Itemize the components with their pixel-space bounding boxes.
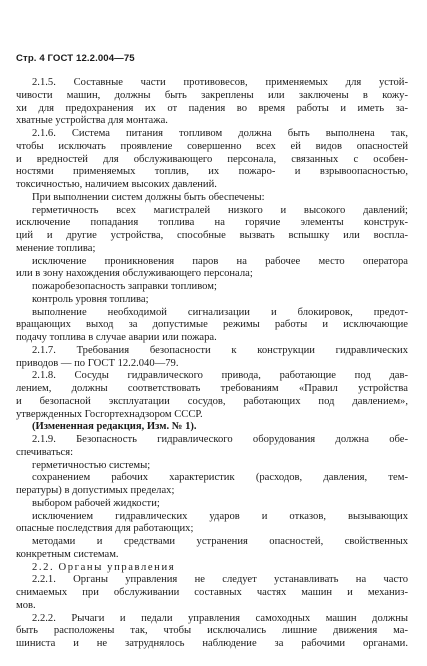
text-line: выполнение необходимой сигнализации и блокировок, предот- xyxy=(32,306,408,318)
text-line: утвержденных Госгортехнадзором СССР. xyxy=(16,408,203,420)
text-line: менение топлива; xyxy=(16,242,96,254)
text-line: и вредностей для обслуживающего персонала, связанных с особен- xyxy=(16,153,408,165)
text-line: При выполнении систем должны быть обеспечены: xyxy=(32,191,265,203)
text-line: шиниста и не затруднялось наблюдение за рабочими органами. xyxy=(16,638,408,649)
text-line: 2.1.8. Сосуды гидравлического привода, работающие под дав- xyxy=(32,370,408,382)
text-line: пературы) в допустимых пределах; xyxy=(16,485,175,496)
text-line: быть расположены так, чтобы исключались лишние движения ма- xyxy=(16,625,408,637)
text-line: исключение проникновения паров на рабочее место оператора xyxy=(32,255,408,267)
text-line: токсичностью, наличием высоких давлений. xyxy=(16,179,217,190)
text-line: 2.2. Органы управления xyxy=(32,561,176,573)
text-line: (Измененная редакция, Изм. № 1). xyxy=(32,421,197,433)
text-line: ностями применяемых топлив, их пожаро- и взрывоопасностью, xyxy=(16,166,408,178)
text-line: 2.2.2. Рычаги и педали управления самоходных машин должны xyxy=(32,612,408,624)
text-line: или в зону нахождения обслуживающего персонала; xyxy=(16,268,253,280)
document-body xyxy=(16,77,408,651)
text-line: герметичность всех магистралей низкого и высокого давлений; xyxy=(32,204,408,216)
text-line: 2.2.1. Органы управления не следует устанавливать на часто xyxy=(32,574,408,586)
text-line: опасные последствия для работающих; xyxy=(16,523,194,535)
text-line: сохранением рабочих характеристик (расходов, давления, тем- xyxy=(32,472,408,484)
text-line: выбором рабочей жидкости; xyxy=(32,497,160,509)
text-line: 2.1.5. Составные части противовесов, применяемых для устой- xyxy=(32,77,408,88)
text-line: 2.1.7. Требования безопасности к конструкции гидравлических xyxy=(32,344,408,356)
text-line: 2.1.9. Безопасность гидравлического оборудования должна обе- xyxy=(32,434,408,445)
text-line: снимаемых при обслуживании составных частях машин и механиз- xyxy=(16,587,408,598)
text-line: вращающих выход за допустимые режимы работы и исключающие xyxy=(16,319,408,331)
text-line: подачу топлива в случае аварии или пожара. xyxy=(16,332,217,343)
text-line: 2.1.6. Система питания топливом должна быть выполнена так, xyxy=(32,128,408,139)
text-line: хи для предохранения их от падения во время работы и иметь за- xyxy=(16,102,408,114)
text-line: контроль уровня топлива; xyxy=(32,293,149,305)
text-line: пожаробезопасность заправки топливом; xyxy=(32,281,217,292)
text-line: спечиваться: xyxy=(16,446,74,458)
text-line: и безопасной эксплуатации сосудов, работающих под давлением», xyxy=(16,395,408,407)
text-line: приводов — по ГОСТ 12.2.040—79. xyxy=(16,357,179,369)
text-line: хватные устройства для монтажа. xyxy=(16,115,168,127)
text-line: исключение попадания топлива на горячие элементы конструк- xyxy=(16,217,408,229)
text-line: методами и средствами устранения опасностей, свойственных xyxy=(32,536,408,547)
text-line: герметичностью системы; xyxy=(32,459,151,471)
text-line: чтобы исключать проявление совершенно всех ей видов опасностей xyxy=(16,140,408,152)
text-line: конкретным системам. xyxy=(16,548,119,560)
text-line: мов. xyxy=(16,599,36,611)
text-line: чивости машин, должны быть закреплены или заключены в кожу- xyxy=(16,89,408,101)
text-line: исключением гидравлических ударов и отказов, вызывающих xyxy=(32,510,408,522)
text-line: лением, должны соответствовать требованиям «Правил устройства xyxy=(16,383,408,394)
page-header: Стр. 4 ГОСТ 12.2.004—75 xyxy=(16,53,135,64)
text-line: ций и другие устройства, способные вызвать вспышку или воспла- xyxy=(16,230,408,241)
